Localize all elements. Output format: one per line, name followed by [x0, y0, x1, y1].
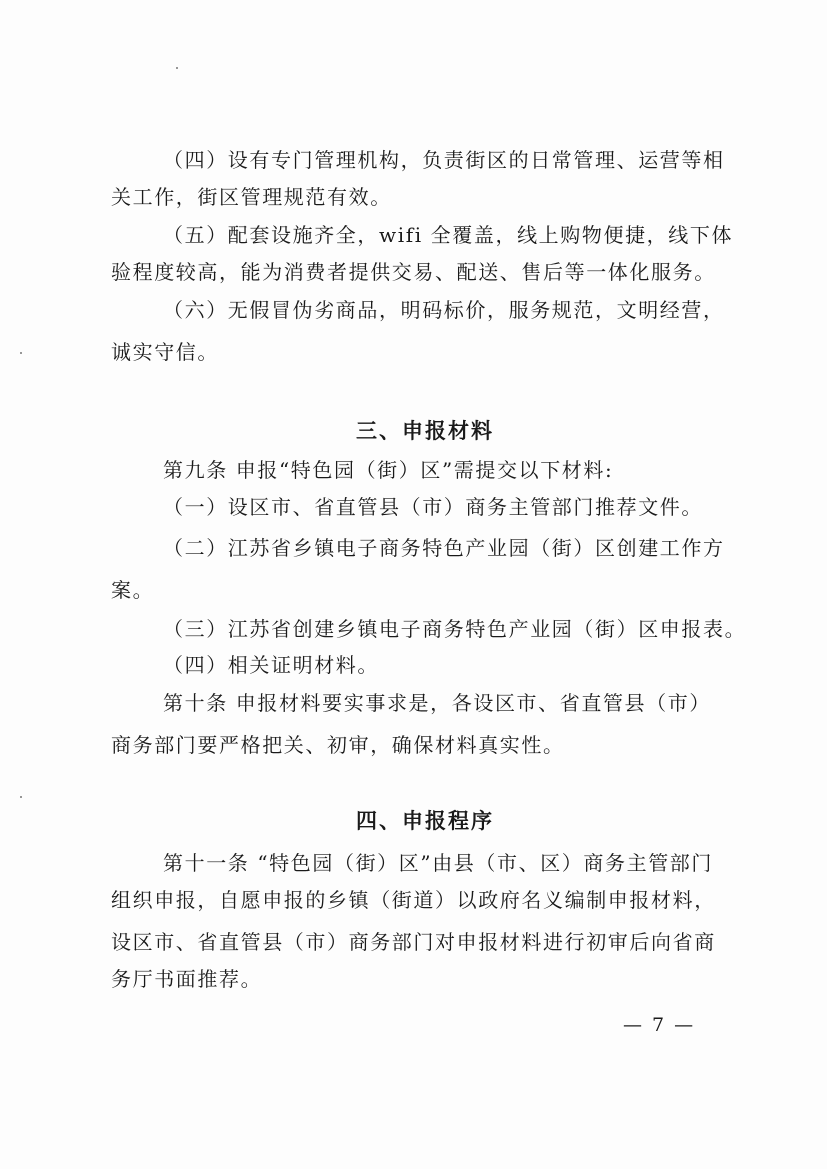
- material-2-line-1: （二）江苏省乡镇电子商务特色产业园（街）区创建工作方: [163, 536, 725, 560]
- item-6-line-2: 诚实守信。: [111, 340, 219, 364]
- section-heading-materials: 三、申报材料: [356, 418, 494, 443]
- scan-speck: [20, 352, 22, 354]
- article-10-line-1: 第十条 申报材料要实事求是，各设区市、省直管县（市）: [163, 691, 711, 715]
- article-10-line-2: 商务部门要严格把关、初审，确保材料真实性。: [111, 733, 565, 757]
- item-5-line-1: （五）配套设施齐全，wifi 全覆盖，线上购物便捷，线下体: [163, 223, 734, 247]
- scan-speck: [20, 796, 22, 798]
- page-number: — 7 —: [623, 1014, 696, 1036]
- article-9-line: 第九条 申报“特色园（街）区”需提交以下材料:: [163, 458, 614, 482]
- material-3-line: （三）江苏省创建乡镇电子商务特色产业园（街）区申报表。: [163, 617, 747, 641]
- material-2-line-2: 案。: [111, 578, 155, 602]
- material-1-line: （一）设区市、省直管县（市）商务主管部门推荐文件。: [163, 495, 703, 519]
- section-heading-procedure: 四、申报程序: [356, 808, 494, 833]
- article-11-line-4: 务厅书面推荐。: [111, 967, 263, 991]
- item-5-line-2: 验程度较高，能为消费者提供交易、配送、售后等一体化服务。: [111, 260, 716, 284]
- article-11-line-3: 设区市、省直管县（市）商务部门对申报材料进行初审后向省商: [111, 930, 716, 954]
- item-4-line-1: （四）设有专门管理机构，负责街区的日常管理、运营等相: [163, 148, 725, 172]
- scan-speck: [176, 67, 178, 69]
- article-11-line-1: 第十一条 “特色园（街）区”由县（市、区）商务主管部门: [163, 851, 714, 875]
- article-11-line-2: 组织申报，自愿申报的乡镇（街道）以政府名义编制申报材料，: [111, 888, 716, 912]
- item-6-line-1: （六）无假冒伪劣商品，明码标价，服务规范，文明经营，: [163, 298, 725, 322]
- item-4-line-2: 关工作，街区管理规范有效。: [111, 185, 392, 209]
- material-4-line: （四）相关证明材料。: [163, 653, 379, 677]
